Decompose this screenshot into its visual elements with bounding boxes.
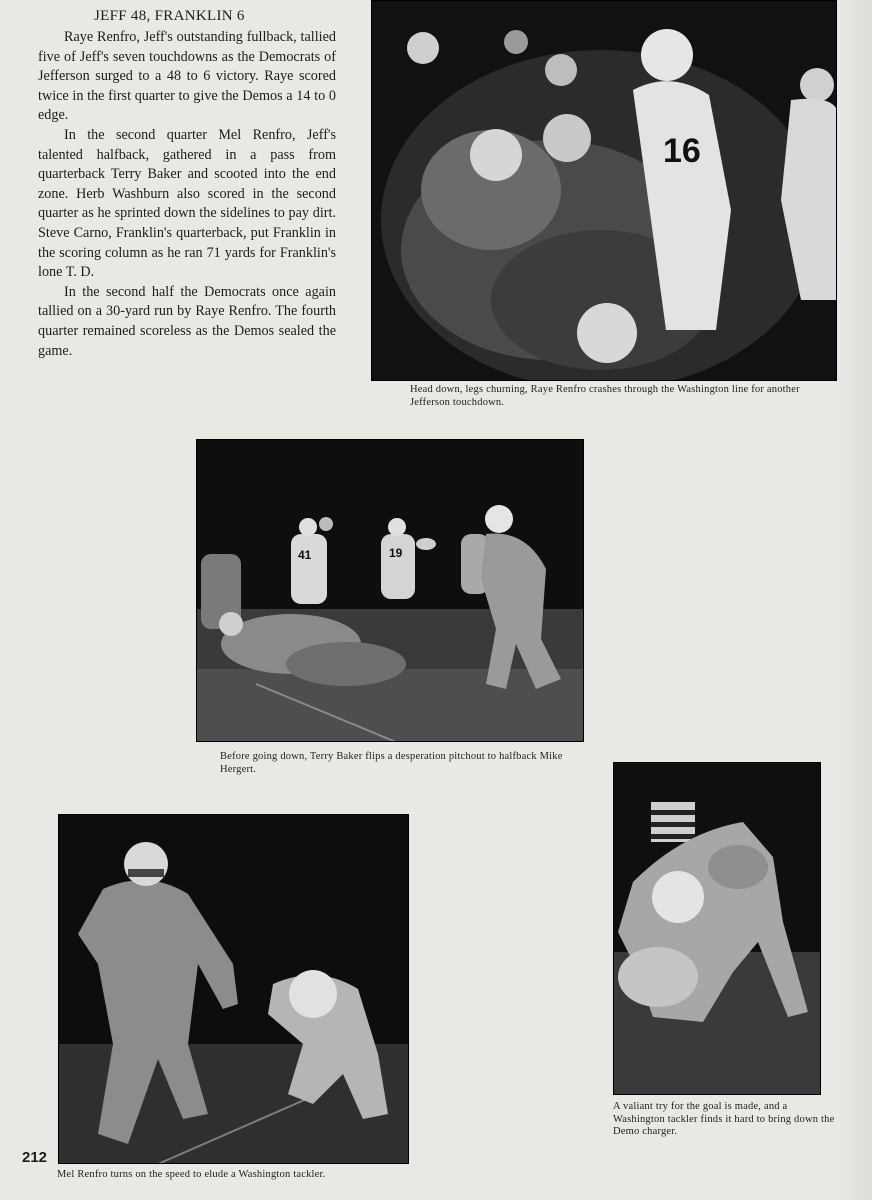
page-edge-shadow — [838, 0, 872, 1200]
photo-mel-renfro-running — [58, 814, 409, 1164]
story-title: JEFF 48, FRANKLIN 6 — [94, 8, 245, 24]
caption-goal-line-pileup: Head down, legs churning, Raye Renfro crashes through the Washington line for another Jefferson touchdown. — [410, 384, 800, 408]
story-paragraph: Raye Renfro, Jeff's outstanding fullback, tallied five of Jeff's seven touchdowns as the Democrats of Jefferson surged to a 48 to 6 victory. Raye scored twice in the first quarter to give the Demos a 14 to 0 edge. — [38, 29, 336, 124]
photo-goal-try-tackle — [613, 762, 821, 1095]
caption-goal-try-tackle: A valiant try for the goal is made, and a Washington tackler finds it hard to bring down the Demo charger. — [613, 1101, 835, 1137]
photo-goal-try-tackle-graphic — [613, 762, 821, 1095]
page-number: 212 — [22, 1149, 48, 1166]
story-body — [38, 28, 336, 361]
photo-pitchout-graphic — [196, 439, 584, 742]
photo-pitchout — [196, 439, 584, 742]
photo-goal-line-pileup — [371, 0, 837, 381]
story-paragraph: In the second quarter Mel Renfro, Jeff's talented halfback, gathered in a pass from quarterback Terry Baker and scooted into the end zone. Herb Washburn also scored in the second quarter as he sprinted down the sidelines to pay dirt. Steve Carno, Franklin's quarterback, put Franklin in the scoring column as he ran 71 yards for Franklin's lone T. D. — [38, 126, 336, 281]
photo-mel-renfro-running-graphic — [58, 814, 409, 1164]
jersey-number: 16 — [663, 132, 701, 170]
jersey-number: 19 — [389, 546, 403, 560]
jersey-number: 41 — [298, 548, 312, 562]
photo-goal-line-pileup-graphic — [371, 0, 837, 381]
story-paragraph: In the second half the Democrats once again tallied on a 30-yard run by Raye Renfro. The fourth quarter remained scoreless as the Demos sealed the game. — [38, 283, 336, 359]
caption-pitchout: Before going down, Terry Baker flips a desperation pitchout to halfback Mike Hergert. — [220, 751, 563, 775]
caption-mel-renfro-running: Mel Renfro turns on the speed to elude a Washington tackler. — [57, 1169, 326, 1180]
